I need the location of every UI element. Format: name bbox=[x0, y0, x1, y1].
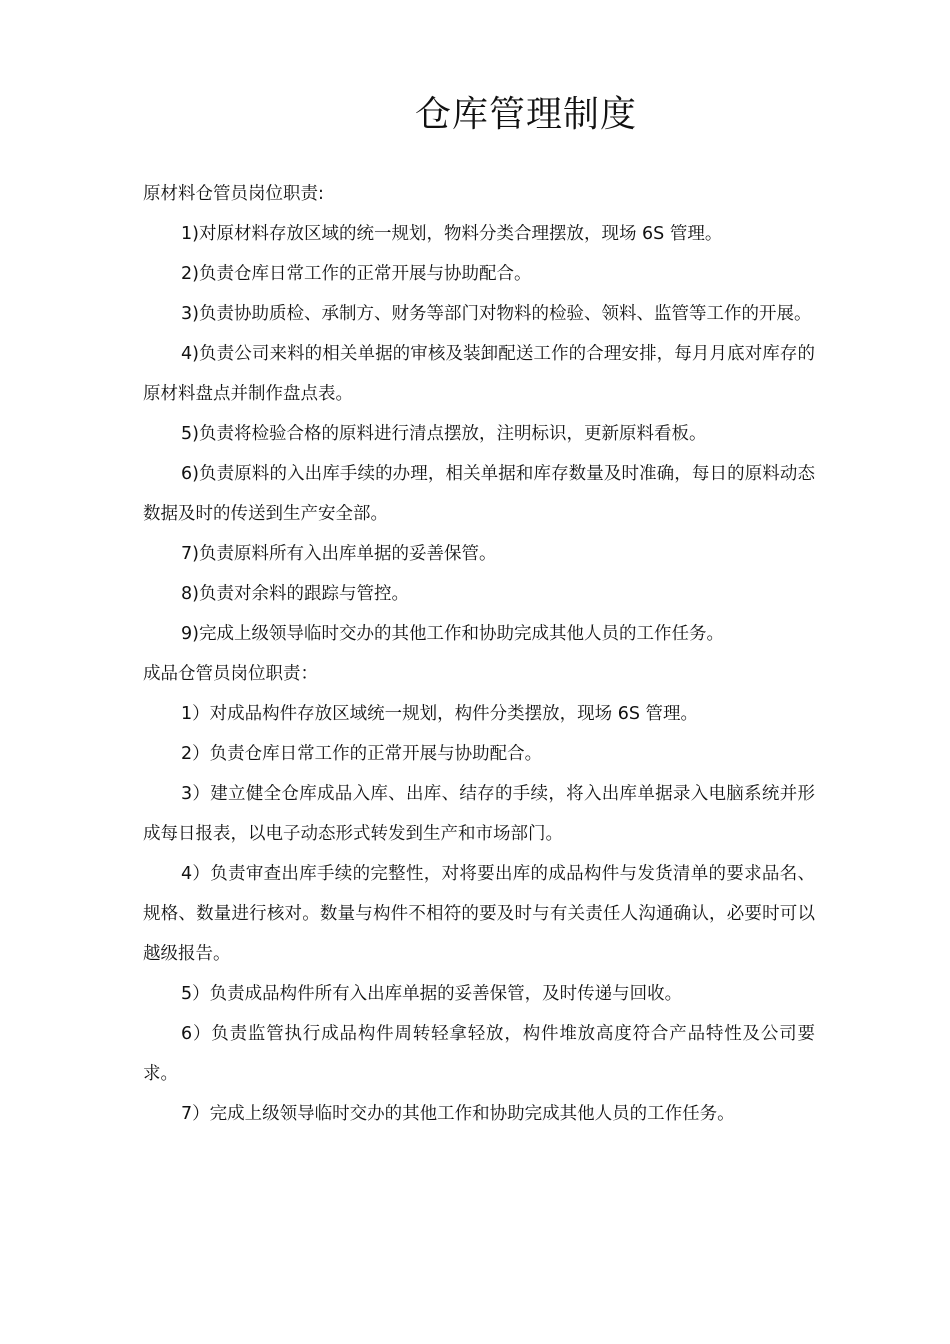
document-title: 仓库管理制度 bbox=[414, 94, 637, 135]
list-item: 1）对成品构件存放区域统一规划，构件分类摆放，现场 6S 管理。 bbox=[181, 704, 698, 724]
list-item: 6）负责监管执行成品构件周转轻拿轻放，构件堆放高度符合产品特性及公司要求。 bbox=[143, 1024, 815, 1084]
section-heading: 成品仓管员岗位职责： bbox=[143, 664, 318, 684]
list-item: 9)完成上级领导临时交办的其他工作和协助完成其他人员的工作任务。 bbox=[181, 624, 724, 644]
document-body bbox=[143, 174, 815, 1134]
section-raw-material bbox=[143, 174, 815, 654]
list-item: 4)负责公司来料的相关单据的审核及装卸配送工作的合理安排，每月月底对库存的原材料盘点并制作盘点表。 bbox=[143, 344, 815, 404]
list-item: 1)对原材料存放区域的统一规划，物料分类合理摆放，现场 6S 管理。 bbox=[181, 224, 723, 244]
list-item: 2)负责仓库日常工作的正常开展与协助配合。 bbox=[181, 264, 532, 284]
list-item: 6)负责原料的入出库手续的办理，相关单据和库存数量及时准确，每日的原料动态数据及时的传送到生产安全部。 bbox=[143, 464, 815, 524]
list-item: 2）负责仓库日常工作的正常开展与协助配合。 bbox=[181, 744, 543, 764]
section-heading: 原材料仓管员岗位职责: bbox=[143, 184, 324, 204]
list-item: 5)负责将检验合格的原料进行清点摆放，注明标识，更新原料看板。 bbox=[181, 424, 707, 444]
section-finished-goods bbox=[143, 654, 815, 1134]
list-item: 3)负责协助质检、承制方、财务等部门对物料的检验、领料、监管等工作的开展。 bbox=[181, 304, 812, 324]
list-item: 5）负责成品构件所有入出库单据的妥善保管，及时传递与回收。 bbox=[181, 984, 683, 1004]
list-item: 8)负责对余料的跟踪与管控。 bbox=[181, 584, 409, 604]
list-item: 3）建立健全仓库成品入库、出库、结存的手续，将入出库单据录入电脑系统并形成每日报表，以电子动态形式转发到生产和市场部门。 bbox=[143, 784, 815, 844]
list-item: 7）完成上级领导临时交办的其他工作和协助完成其他人员的工作任务。 bbox=[181, 1104, 735, 1124]
list-item: 7)负责原料所有入出库单据的妥善保管。 bbox=[181, 544, 497, 564]
list-item: 4）负责审查出库手续的完整性，对将要出库的成品构件与发货清单的要求品名、规格、数量进行核对。数量与构件不相符的要及时与有关责任人沟通确认，必要时可以越级报告。 bbox=[143, 864, 815, 964]
